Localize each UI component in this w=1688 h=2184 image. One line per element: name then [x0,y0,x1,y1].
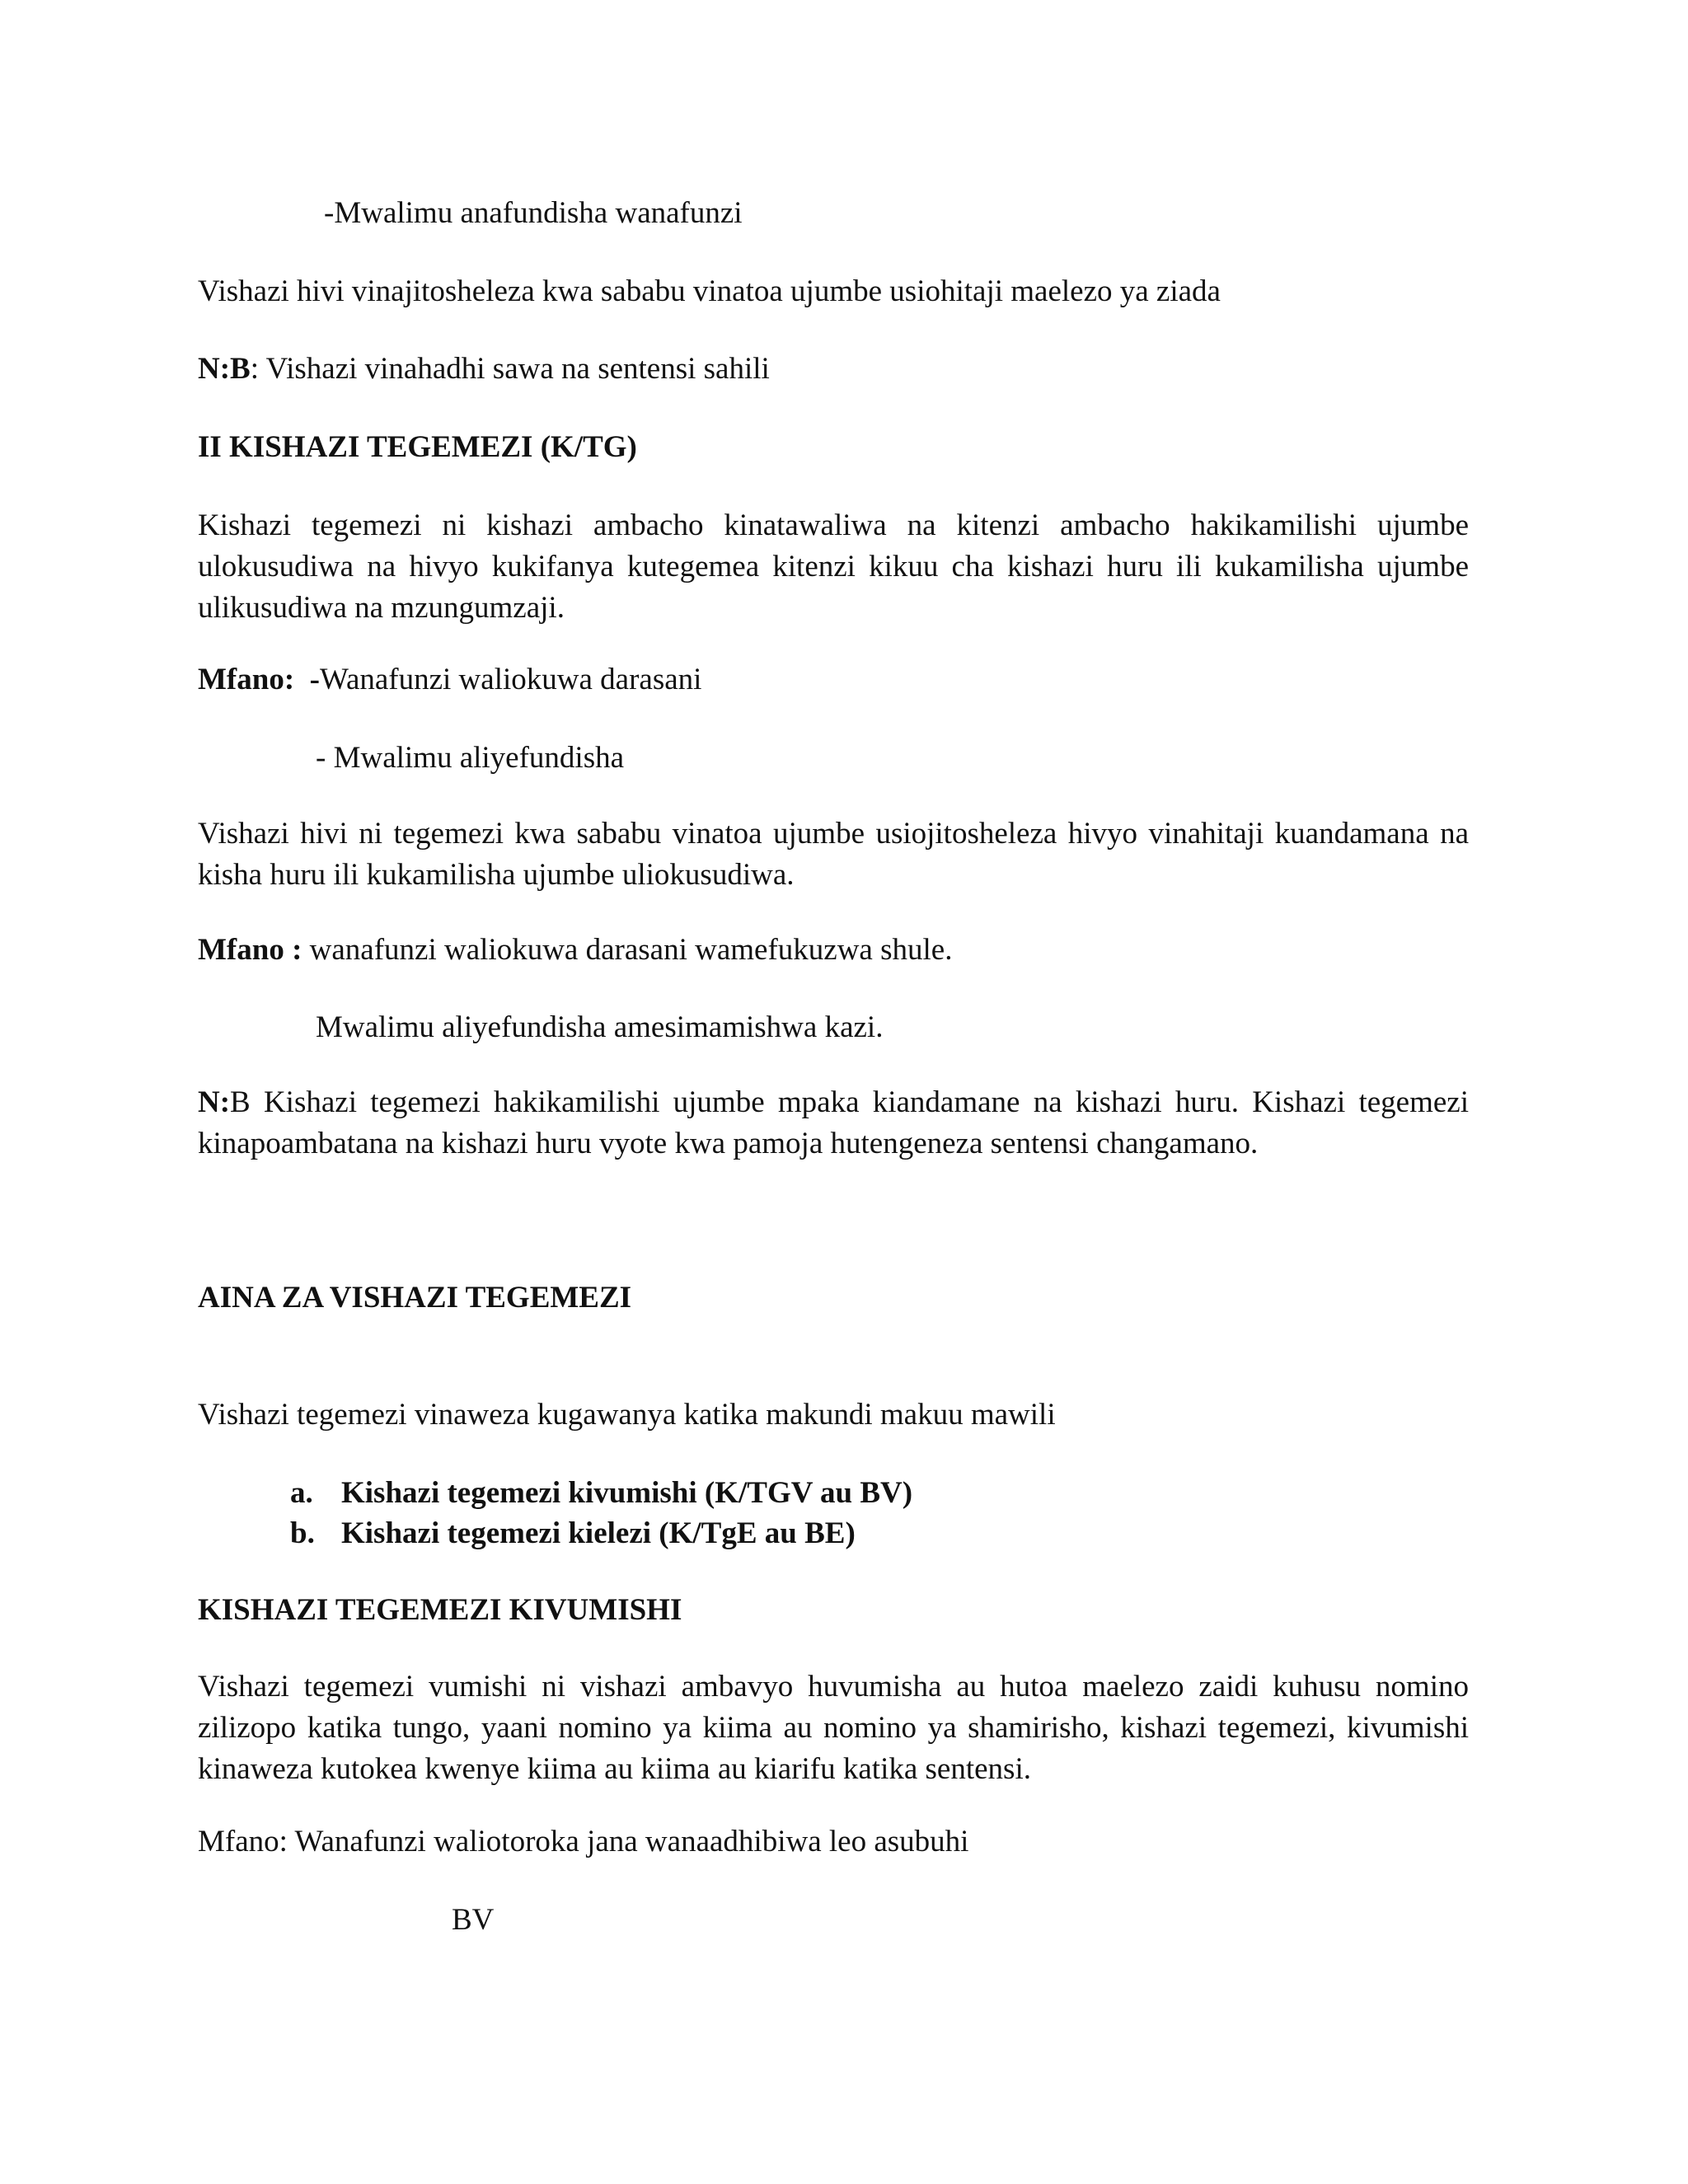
section-heading: KISHAZI TEGEMEZI KIVUMISHI [198,1593,682,1627]
example-line: -Mwalimu anafundisha wanafunzi [324,196,743,230]
example-line: Mfano: Wanafunzi waliotoroka jana wanaadhibiwa leo asubuhi [198,1825,969,1858]
note-text: B Kishazi tegemezi hakikamilishi ujumbe mpaka kiandamane na kishazi huru. Kishazi tegemezi kinapoambatana na kishazi huru vyote kwa pamoja hutengeneza sentensi changamano. [198,1085,1469,1160]
example-text: Wanafunzi waliokuwa darasani [319,663,702,696]
paragraph: Vishazi tegemezi vinaweza kugawanya katika makundi makuu mawili [198,1398,1056,1432]
example-dash: - [309,663,320,696]
example-line: Mwalimu aliyefundisha amesimamishwa kazi. [316,1010,884,1044]
section-heading: II KISHAZI TEGEMEZI (K/TG) [198,430,637,464]
example-line: - Mwalimu aliyefundisha [316,741,625,775]
paragraph: Kishazi tegemezi ni kishazi ambacho kinatawaliwa na kitenzi ambacho hakikamilishi ujumbe ulokusudiwa na hivyo kukifanya kutegemea kitenzi kikuu cha kishazi huru ili kukamilisha ujumbe ulikusudiwa na mzungumzaji. [198,509,1469,625]
paragraph: Vishazi hivi vinajitosheleza kwa sababu vinatoa ujumbe usiohitaji maelezo ya ziada [198,274,1221,308]
annotation-label: BV [452,1903,495,1937]
example-line [198,930,952,971]
section-heading: AINA ZA VISHAZI TEGEMEZI [198,1281,632,1315]
list-item [290,1473,912,1514]
paragraph: Vishazi hivi ni tegemezi kwa sababu vinatoa ujumbe usiojitosheleza hivyo vinahitaji kuandamana na kisha huru ili kukamilisha ujumbe uliokusudiwa. [198,817,1469,892]
list-text: Kishazi tegemezi kielezi (K/TgE au BE) [341,1516,856,1550]
list-marker: a. [290,1476,313,1510]
list-marker: b. [290,1516,315,1550]
list-item [290,1513,856,1554]
example-text: wanafunzi waliokuwa darasani wamefukuzwa shule. [309,933,953,967]
note-paragraph [198,1082,1469,1165]
note-label: N:B [198,352,251,386]
note-line [198,349,770,390]
list-text: Kishazi tegemezi kivumishi (K/TGV au BV) [341,1476,913,1510]
example-label: Mfano: [198,663,295,696]
example-label: Mfano : [198,933,302,967]
example-line [198,659,701,701]
paragraph: Vishazi tegemezi vumishi ni vishazi ambavyo huvumisha au hutoa maelezo zaidi kuhusu nomino zilizopo katika tungo, yaani nomino ya kiima au nomino ya shamirisho, kishazi tegemezi, kivumishi kinaweza kutokea kwenye kiima au kiima au kiarifu katika sentensi. [198,1670,1469,1786]
note-label: N: [198,1085,231,1119]
note-text: : Vishazi vinahadhi sawa na sentensi sahili [250,352,770,386]
